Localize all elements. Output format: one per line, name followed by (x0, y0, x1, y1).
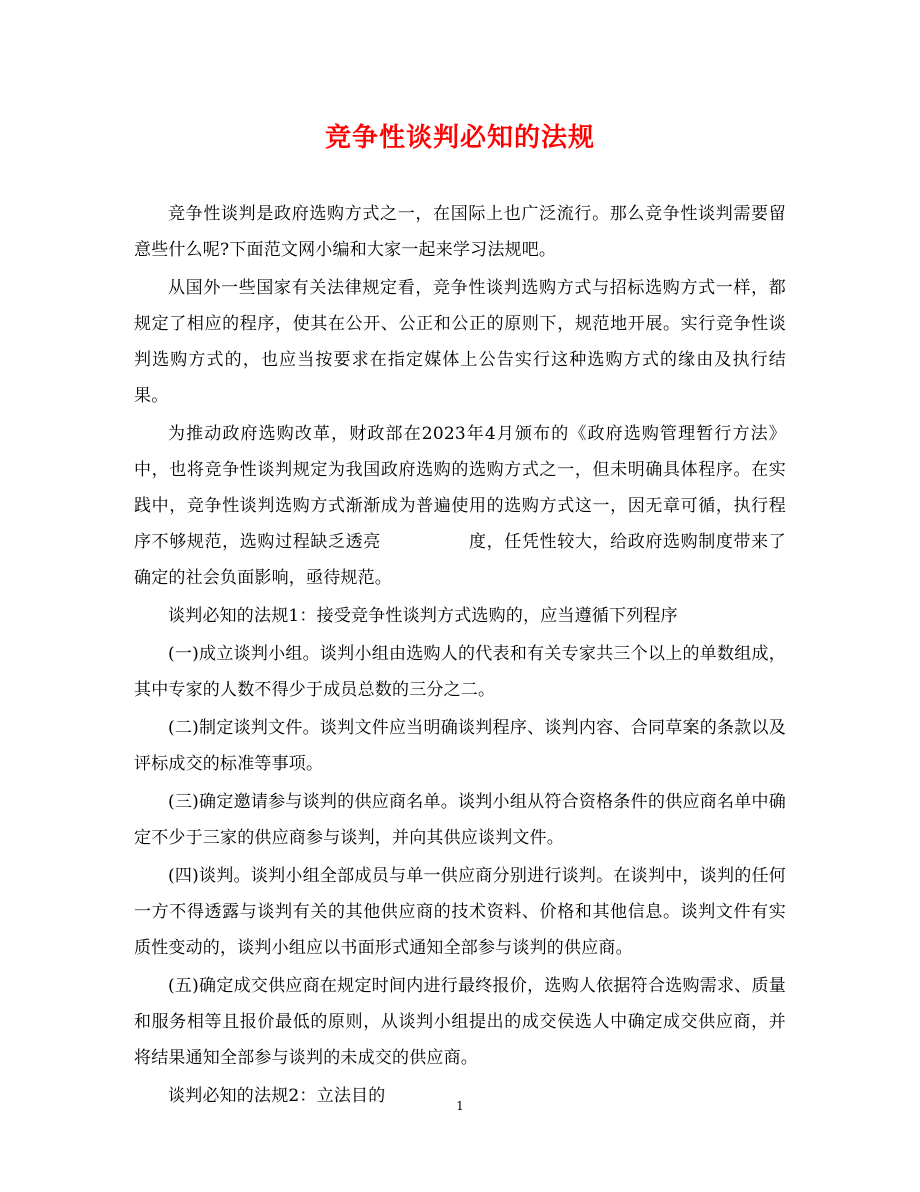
paragraph-step-4: (四)谈判。谈判小组全部成员与单一供应商分别进行谈判。在谈判中，谈判的任何一方不得透露与谈判有关的其他供应商的技术资料、价格和其他信息。谈判文件有实质性变动的，谈判小组应以书面形式通知全部参与谈判的供应商。 (134, 866, 786, 958)
paragraph-step-2: (二)制定谈判文件。谈判文件应当明确谈判程序、谈判内容、合同草案的条款以及评标成交的标准等事项。 (134, 718, 786, 774)
paragraph-foreign-law: 从国外一些国家有关法律规定看，竞争性谈判选购方式与招标选购方式一样，都规定了相应的程序，使其在公开、公正和公正的原则下，规范地开展。实行竞争性谈判选购方式的，也应当按要求在指定媒体上公告实行这种选购方式的缘由及执行结果。 (134, 278, 786, 406)
paragraph-step-1: (一)成立谈判小组。谈判小组由选购人的代表和有关专家共三个以上的单数组成，其中专家的人数不得少于成员总数的三分之二。 (134, 644, 786, 700)
paragraph-rule-1: 谈判必知的法规1：接受竞争性谈判方式选购的，应当遵循下列程序 (168, 606, 678, 626)
paragraph-reform: 为推动政府选购改革，财政部在2023年4月颁布的《政府选购管理暂行方法》中，也将竞争性谈判规定为我国政府选购的选购方式之一，但未明确具体程序。在实践中，竞争性谈判选购方式渐渐成为普遍使用的选购方式这一，因无章可循，执行程序不够规范，选购过程缺乏透亮 度，任凭性较大，给政府选购制度带来了确定的社会负面影响，亟待规范。 (134, 424, 786, 588)
document-title: 竞争性谈判必知的法规 (324, 123, 595, 153)
paragraph-step-3: (三)确定邀请参与谈判的供应商名单。谈判小组从符合资格条件的供应商名单中确定不少于三家的供应商参与谈判，并向其供应谈判文件。 (134, 792, 786, 848)
document-body (134, 196, 786, 1114)
page-number: 1 (456, 1099, 464, 1113)
paragraph-intro: 竞争性谈判是政府选购方式之一，在国际上也广泛流行。那么竞争性谈判需要留意些什么呢?下面范文网小编和大家一起来学习法规吧。 (134, 204, 786, 260)
paragraph-step-5: (五)确定成交供应商在规定时间内进行最终报价，选购人依据符合选购需求、质量和服务相等且报价最低的原则，从谈判小组提出的成交侯选人中确定成交供应商，并将结果通知全部参与谈判的未成交的供应商。 (134, 976, 786, 1068)
paragraph-rule-2: 谈判必知的法规2：立法目的 (168, 1086, 386, 1106)
